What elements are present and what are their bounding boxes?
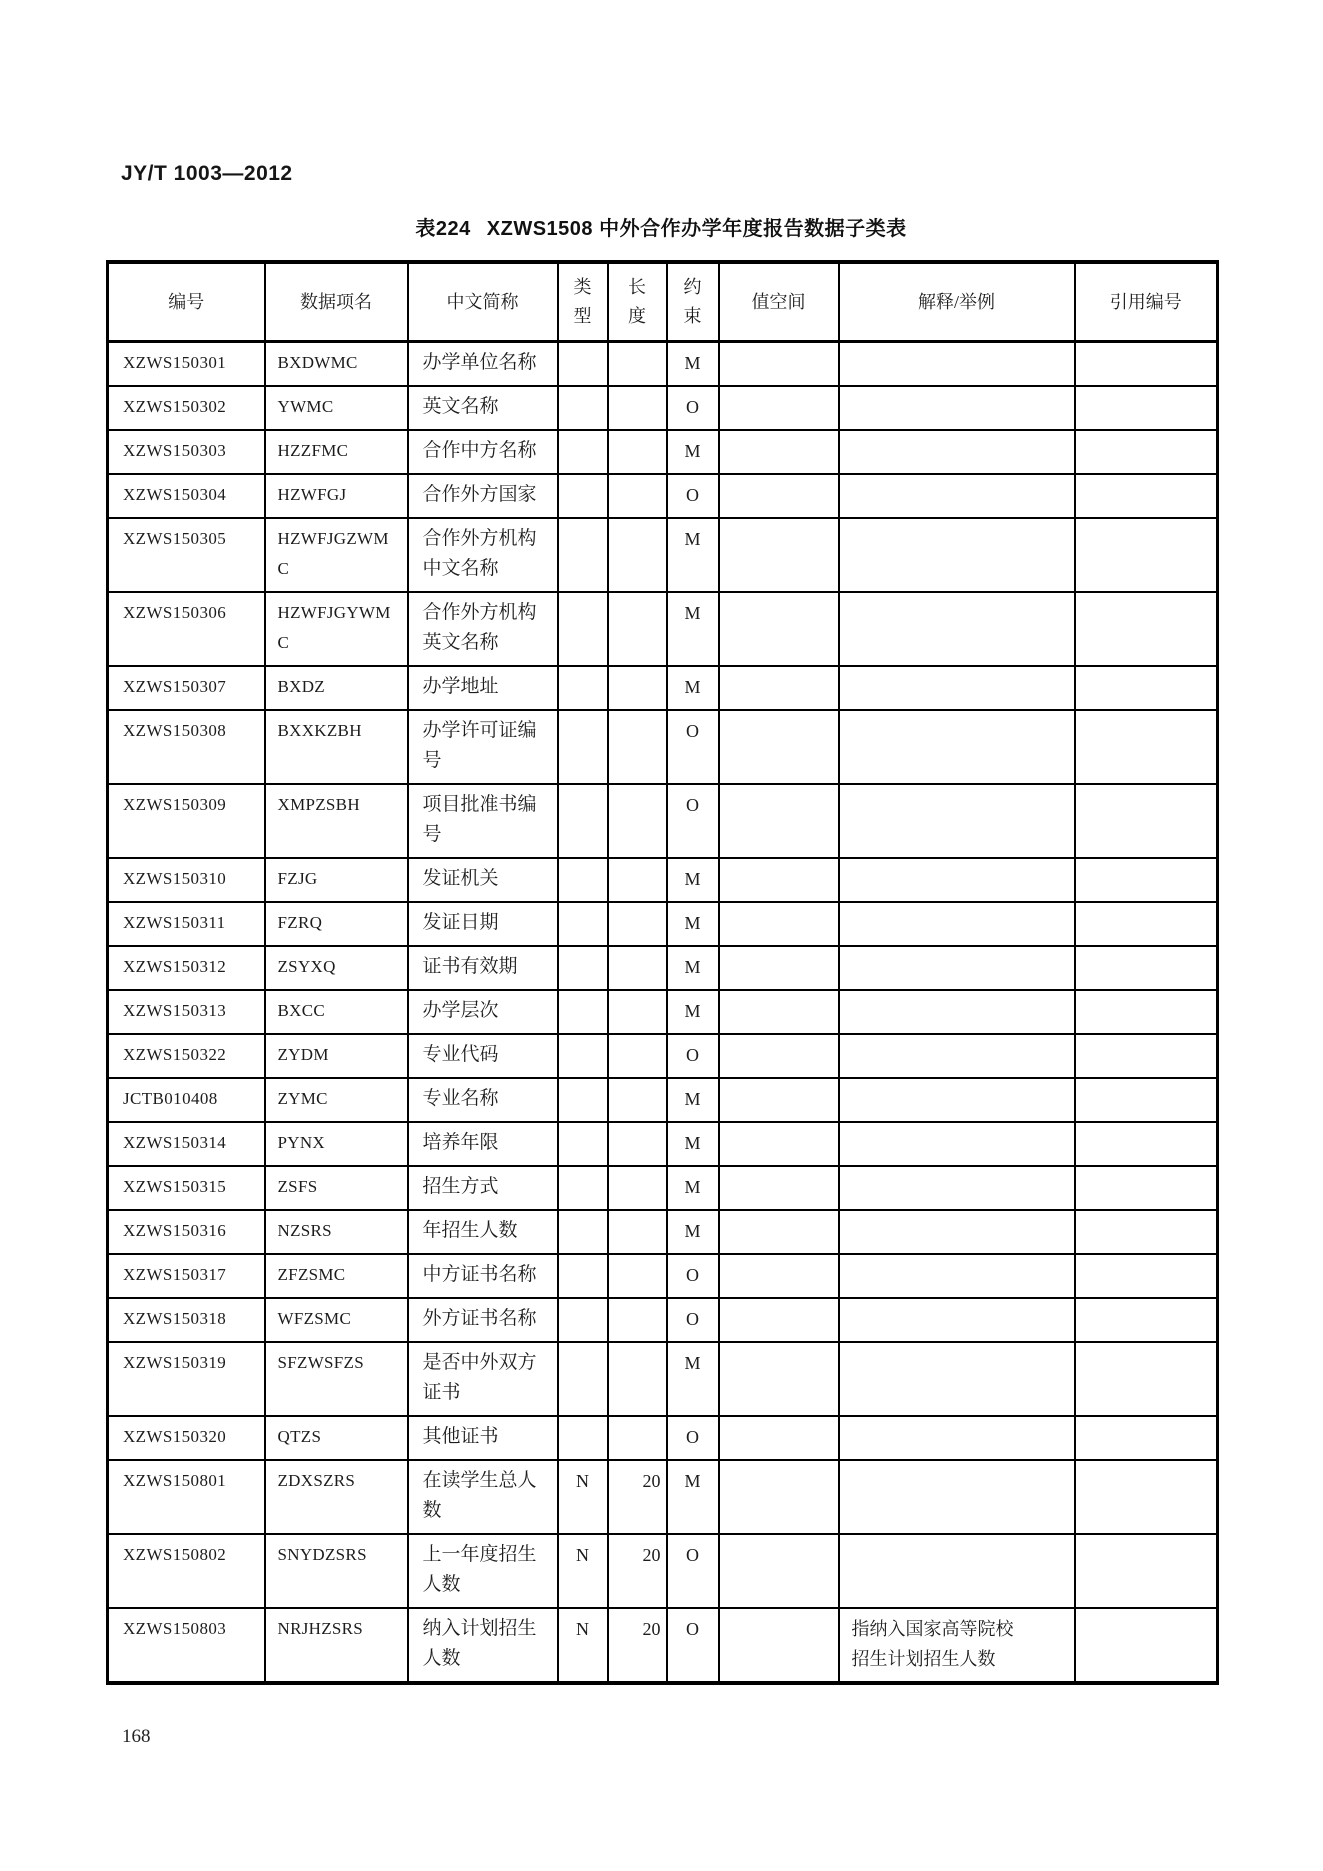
column-header-cn-short-name: 中文简称 xyxy=(408,262,558,342)
cell-length xyxy=(608,518,667,592)
cell-length xyxy=(608,592,667,666)
cell-explanation xyxy=(839,518,1075,592)
cell-explanation xyxy=(839,1416,1075,1460)
cell-item-name: HZWFGJ xyxy=(265,474,408,518)
cell-constraint: O xyxy=(667,1298,719,1342)
cell-constraint: O xyxy=(667,710,719,784)
cell-ref-code xyxy=(1075,518,1218,592)
cell-length xyxy=(608,1034,667,1078)
cell-constraint: M xyxy=(667,1460,719,1534)
cell-cn-short-name: 上一年度招生人数 xyxy=(408,1534,558,1608)
cell-code: XZWS150322 xyxy=(108,1034,265,1078)
cell-code: XZWS150316 xyxy=(108,1210,265,1254)
table-row xyxy=(108,518,1218,592)
cell-length xyxy=(608,902,667,946)
cell-ref-code xyxy=(1075,1342,1218,1416)
cell-item-name: BXDWMC xyxy=(265,342,408,387)
table-row xyxy=(108,474,1218,518)
table-row xyxy=(108,710,1218,784)
cell-cn-short-name: 专业代码 xyxy=(408,1034,558,1078)
cell-length xyxy=(608,946,667,990)
page-number: 168 xyxy=(122,1726,151,1747)
cell-constraint: M xyxy=(667,430,719,474)
cell-explanation xyxy=(839,1254,1075,1298)
cell-length xyxy=(608,1078,667,1122)
cell-type xyxy=(558,1210,608,1254)
cell-item-name: HZWFJGYWMC xyxy=(265,592,408,666)
cell-cn-short-name: 招生方式 xyxy=(408,1166,558,1210)
table-body xyxy=(108,342,1218,1684)
cell-constraint: M xyxy=(667,342,719,387)
cell-code: XZWS150320 xyxy=(108,1416,265,1460)
standard-code: JY/T 1003—2012 xyxy=(121,162,293,185)
cell-ref-code xyxy=(1075,1460,1218,1534)
cell-cn-short-name: 年招生人数 xyxy=(408,1210,558,1254)
cell-type xyxy=(558,386,608,430)
table-row xyxy=(108,1608,1218,1683)
cell-code: XZWS150317 xyxy=(108,1254,265,1298)
cell-explanation xyxy=(839,1078,1075,1122)
cell-code: XZWS150313 xyxy=(108,990,265,1034)
cell-constraint: O xyxy=(667,784,719,858)
table-row xyxy=(108,990,1218,1034)
cell-type xyxy=(558,430,608,474)
cell-code: XZWS150306 xyxy=(108,592,265,666)
cell-item-name: BXCC xyxy=(265,990,408,1034)
cell-explanation xyxy=(839,474,1075,518)
cell-constraint: O xyxy=(667,386,719,430)
cell-code: XZWS150303 xyxy=(108,430,265,474)
cell-ref-code xyxy=(1075,1534,1218,1608)
cell-cn-short-name: 合作外方国家 xyxy=(408,474,558,518)
cell-length: 20 xyxy=(608,1460,667,1534)
cell-length xyxy=(608,1210,667,1254)
cell-item-name: HZWFJGZWMC xyxy=(265,518,408,592)
cell-ref-code xyxy=(1075,1210,1218,1254)
cell-constraint: O xyxy=(667,1534,719,1608)
cell-explanation xyxy=(839,710,1075,784)
cell-constraint: M xyxy=(667,1210,719,1254)
cell-type xyxy=(558,342,608,387)
cell-code: XZWS150302 xyxy=(108,386,265,430)
cell-ref-code xyxy=(1075,592,1218,666)
cell-length xyxy=(608,858,667,902)
cell-item-name: WFZSMC xyxy=(265,1298,408,1342)
cell-type xyxy=(558,710,608,784)
cell-constraint: M xyxy=(667,990,719,1034)
column-header-length: 长度 xyxy=(608,262,667,342)
cell-item-name: BXDZ xyxy=(265,666,408,710)
cell-type xyxy=(558,1122,608,1166)
cell-constraint: O xyxy=(667,1608,719,1683)
cell-item-name: BXXKZBH xyxy=(265,710,408,784)
cell-length xyxy=(608,1416,667,1460)
cell-item-name: ZYDM xyxy=(265,1034,408,1078)
cell-value-space xyxy=(719,518,839,592)
cell-type xyxy=(558,1342,608,1416)
cell-ref-code xyxy=(1075,710,1218,784)
column-header-item-name: 数据项名 xyxy=(265,262,408,342)
cell-cn-short-name: 其他证书 xyxy=(408,1416,558,1460)
cell-constraint: M xyxy=(667,666,719,710)
cell-explanation xyxy=(839,990,1075,1034)
cell-item-name: NRJHZSRS xyxy=(265,1608,408,1683)
cell-constraint: O xyxy=(667,1034,719,1078)
cell-cn-short-name: 项目批准书编号 xyxy=(408,784,558,858)
column-header-type: 类型 xyxy=(558,262,608,342)
cell-cn-short-name: 培养年限 xyxy=(408,1122,558,1166)
table-row xyxy=(108,1534,1218,1608)
cell-ref-code xyxy=(1075,902,1218,946)
cell-cn-short-name: 专业名称 xyxy=(408,1078,558,1122)
cell-length xyxy=(608,430,667,474)
cell-ref-code xyxy=(1075,1254,1218,1298)
cell-type xyxy=(558,1298,608,1342)
cell-item-name: SFZWSFZS xyxy=(265,1342,408,1416)
cell-code: XZWS150318 xyxy=(108,1298,265,1342)
cell-length xyxy=(608,342,667,387)
cell-type xyxy=(558,858,608,902)
cell-value-space xyxy=(719,990,839,1034)
cell-value-space xyxy=(719,430,839,474)
cell-value-space xyxy=(719,1342,839,1416)
cell-constraint: M xyxy=(667,1342,719,1416)
cell-value-space xyxy=(719,1210,839,1254)
cell-constraint: M xyxy=(667,1166,719,1210)
cell-code: XZWS150803 xyxy=(108,1608,265,1683)
table-title xyxy=(106,212,1216,241)
cell-length xyxy=(608,1298,667,1342)
cell-code: XZWS150314 xyxy=(108,1122,265,1166)
cell-ref-code xyxy=(1075,1298,1218,1342)
cell-value-space xyxy=(719,342,839,387)
table-row xyxy=(108,1078,1218,1122)
cell-code: XZWS150305 xyxy=(108,518,265,592)
cell-length xyxy=(608,386,667,430)
cell-length xyxy=(608,1122,667,1166)
cell-cn-short-name: 外方证书名称 xyxy=(408,1298,558,1342)
cell-constraint: O xyxy=(667,1254,719,1298)
cell-type xyxy=(558,518,608,592)
cell-constraint: M xyxy=(667,858,719,902)
cell-code: XZWS150312 xyxy=(108,946,265,990)
cell-constraint: M xyxy=(667,1122,719,1166)
cell-value-space xyxy=(719,1460,839,1534)
table-row xyxy=(108,902,1218,946)
cell-ref-code xyxy=(1075,1078,1218,1122)
table-row xyxy=(108,946,1218,990)
cell-type xyxy=(558,784,608,858)
column-header-code: 编号 xyxy=(108,262,265,342)
cell-explanation xyxy=(839,430,1075,474)
cell-cn-short-name: 合作外方机构英文名称 xyxy=(408,592,558,666)
cell-value-space xyxy=(719,474,839,518)
cell-explanation xyxy=(839,386,1075,430)
cell-length xyxy=(608,784,667,858)
cell-length xyxy=(608,474,667,518)
cell-code: XZWS150310 xyxy=(108,858,265,902)
table-row xyxy=(108,1460,1218,1534)
cell-explanation xyxy=(839,858,1075,902)
cell-type xyxy=(558,1416,608,1460)
column-header-explanation: 解释/举例 xyxy=(839,262,1075,342)
table-title-text: XZWS1508 中外合作办学年度报告数据子类表 xyxy=(486,218,907,240)
cell-value-space xyxy=(719,1534,839,1608)
cell-ref-code xyxy=(1075,990,1218,1034)
cell-value-space xyxy=(719,1608,839,1683)
cell-ref-code xyxy=(1075,1122,1218,1166)
cell-cn-short-name: 发证机关 xyxy=(408,858,558,902)
table-row xyxy=(108,1342,1218,1416)
cell-value-space xyxy=(719,946,839,990)
cell-ref-code xyxy=(1075,858,1218,902)
cell-value-space xyxy=(719,666,839,710)
cell-explanation xyxy=(839,666,1075,710)
cell-code: JCTB010408 xyxy=(108,1078,265,1122)
cell-length: 20 xyxy=(608,1608,667,1683)
cell-value-space xyxy=(719,386,839,430)
cell-code: XZWS150311 xyxy=(108,902,265,946)
cell-cn-short-name: 办学层次 xyxy=(408,990,558,1034)
cell-length xyxy=(608,1254,667,1298)
table-row xyxy=(108,1298,1218,1342)
cell-code: XZWS150801 xyxy=(108,1460,265,1534)
cell-code: XZWS150308 xyxy=(108,710,265,784)
cell-type xyxy=(558,946,608,990)
cell-explanation: 指纳入国家高等院校招生计划招生人数 xyxy=(839,1608,1075,1683)
cell-value-space xyxy=(719,1416,839,1460)
table-row xyxy=(108,592,1218,666)
cell-explanation xyxy=(839,784,1075,858)
cell-length xyxy=(608,710,667,784)
cell-item-name: ZYMC xyxy=(265,1078,408,1122)
cell-type xyxy=(558,1034,608,1078)
column-header-ref-code: 引用编号 xyxy=(1075,262,1218,342)
column-header-value-space: 值空间 xyxy=(719,262,839,342)
cell-cn-short-name: 中方证书名称 xyxy=(408,1254,558,1298)
cell-ref-code xyxy=(1075,1608,1218,1683)
cell-cn-short-name: 英文名称 xyxy=(408,386,558,430)
cell-explanation xyxy=(839,1342,1075,1416)
cell-type xyxy=(558,902,608,946)
cell-constraint: M xyxy=(667,902,719,946)
cell-item-name: ZSYXQ xyxy=(265,946,408,990)
cell-cn-short-name: 办学地址 xyxy=(408,666,558,710)
cell-code: XZWS150319 xyxy=(108,1342,265,1416)
cell-explanation xyxy=(839,1122,1075,1166)
cell-value-space xyxy=(719,1254,839,1298)
cell-explanation xyxy=(839,592,1075,666)
cell-constraint: M xyxy=(667,946,719,990)
cell-constraint: O xyxy=(667,474,719,518)
cell-item-name: QTZS xyxy=(265,1416,408,1460)
cell-value-space xyxy=(719,710,839,784)
cell-explanation xyxy=(839,1210,1075,1254)
cell-type xyxy=(558,592,608,666)
cell-length: 20 xyxy=(608,1534,667,1608)
cell-type: N xyxy=(558,1608,608,1683)
cell-explanation xyxy=(839,1460,1075,1534)
cell-explanation xyxy=(839,1534,1075,1608)
cell-ref-code xyxy=(1075,946,1218,990)
table-row xyxy=(108,666,1218,710)
cell-length xyxy=(608,1342,667,1416)
cell-value-space xyxy=(719,1122,839,1166)
table-row xyxy=(108,1166,1218,1210)
cell-type xyxy=(558,1166,608,1210)
cell-code: XZWS150304 xyxy=(108,474,265,518)
cell-constraint: M xyxy=(667,518,719,592)
cell-ref-code xyxy=(1075,1034,1218,1078)
table-row xyxy=(108,1254,1218,1298)
cell-type xyxy=(558,1254,608,1298)
cell-item-name: FZJG xyxy=(265,858,408,902)
cell-explanation xyxy=(839,1034,1075,1078)
cell-explanation xyxy=(839,342,1075,387)
cell-item-name: HZZFMC xyxy=(265,430,408,474)
cell-cn-short-name: 证书有效期 xyxy=(408,946,558,990)
cell-item-name: ZSFS xyxy=(265,1166,408,1210)
cell-item-name: ZDXSZRS xyxy=(265,1460,408,1534)
cell-code: XZWS150301 xyxy=(108,342,265,387)
data-table xyxy=(106,260,1219,1685)
cell-value-space xyxy=(719,858,839,902)
cell-length xyxy=(608,666,667,710)
column-header-constraint: 约束 xyxy=(667,262,719,342)
cell-value-space xyxy=(719,784,839,858)
cell-explanation xyxy=(839,1166,1075,1210)
cell-value-space xyxy=(719,592,839,666)
table-row xyxy=(108,430,1218,474)
cell-type xyxy=(558,990,608,1034)
cell-explanation xyxy=(839,946,1075,990)
cell-cn-short-name: 合作中方名称 xyxy=(408,430,558,474)
cell-cn-short-name: 在读学生总人数 xyxy=(408,1460,558,1534)
cell-ref-code xyxy=(1075,1166,1218,1210)
cell-ref-code xyxy=(1075,430,1218,474)
cell-code: XZWS150315 xyxy=(108,1166,265,1210)
table-row xyxy=(108,858,1218,902)
header-row xyxy=(108,262,1218,342)
cell-type xyxy=(558,666,608,710)
table-row xyxy=(108,1034,1218,1078)
cell-code: XZWS150309 xyxy=(108,784,265,858)
cell-cn-short-name: 纳入计划招生人数 xyxy=(408,1608,558,1683)
cell-code: XZWS150802 xyxy=(108,1534,265,1608)
table-number: 表224 xyxy=(415,218,471,240)
cell-item-name: SNYDZSRS xyxy=(265,1534,408,1608)
cell-value-space xyxy=(719,1298,839,1342)
cell-length xyxy=(608,1166,667,1210)
table-row xyxy=(108,342,1218,387)
cell-cn-short-name: 是否中外双方证书 xyxy=(408,1342,558,1416)
cell-value-space xyxy=(719,902,839,946)
cell-type xyxy=(558,474,608,518)
table-row xyxy=(108,1210,1218,1254)
cell-item-name: FZRQ xyxy=(265,902,408,946)
cell-ref-code xyxy=(1075,666,1218,710)
cell-ref-code xyxy=(1075,342,1218,387)
table-row xyxy=(108,386,1218,430)
cell-code: XZWS150307 xyxy=(108,666,265,710)
cell-explanation xyxy=(839,1298,1075,1342)
cell-item-name: ZFZSMC xyxy=(265,1254,408,1298)
cell-type xyxy=(558,1078,608,1122)
cell-item-name: XMPZSBH xyxy=(265,784,408,858)
cell-type: N xyxy=(558,1460,608,1534)
cell-item-name: PYNX xyxy=(265,1122,408,1166)
cell-cn-short-name: 办学许可证编号 xyxy=(408,710,558,784)
cell-cn-short-name: 合作外方机构中文名称 xyxy=(408,518,558,592)
cell-length xyxy=(608,990,667,1034)
cell-constraint: M xyxy=(667,592,719,666)
cell-type: N xyxy=(558,1534,608,1608)
cell-cn-short-name: 办学单位名称 xyxy=(408,342,558,387)
cell-value-space xyxy=(719,1078,839,1122)
cell-ref-code xyxy=(1075,386,1218,430)
table-row xyxy=(108,1416,1218,1460)
cell-value-space xyxy=(719,1034,839,1078)
cell-ref-code xyxy=(1075,474,1218,518)
table-row xyxy=(108,784,1218,858)
cell-cn-short-name: 发证日期 xyxy=(408,902,558,946)
cell-constraint: O xyxy=(667,1416,719,1460)
cell-explanation xyxy=(839,902,1075,946)
cell-item-name: NZSRS xyxy=(265,1210,408,1254)
cell-item-name: YWMC xyxy=(265,386,408,430)
table-row xyxy=(108,1122,1218,1166)
cell-value-space xyxy=(719,1166,839,1210)
cell-constraint: M xyxy=(667,1078,719,1122)
cell-ref-code xyxy=(1075,784,1218,858)
cell-ref-code xyxy=(1075,1416,1218,1460)
